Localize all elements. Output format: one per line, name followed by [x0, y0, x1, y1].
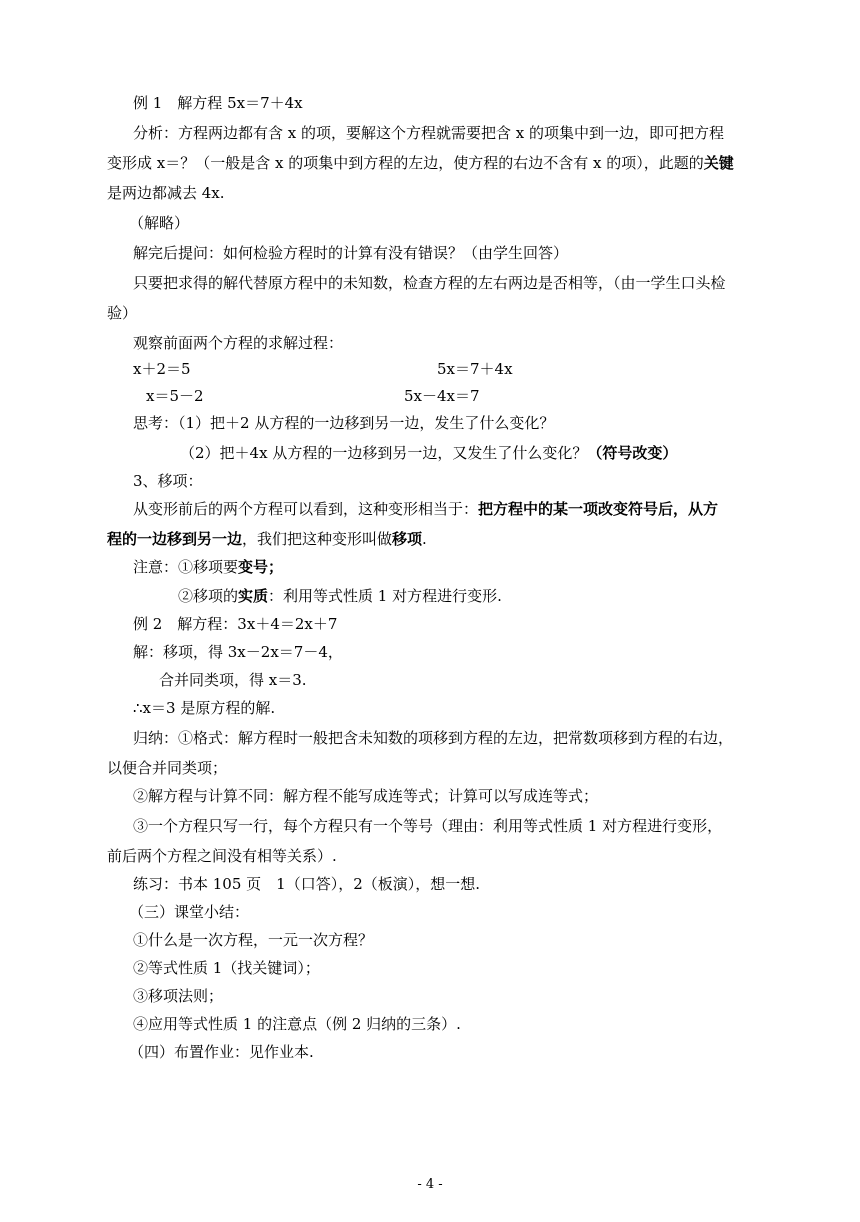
equation-right: 5x＝7＋4x — [437, 360, 513, 378]
text-line — [107, 529, 427, 549]
text-span: ②移项的 — [178, 587, 239, 605]
text-span: （2）把＋4x 从方程的一边移到另一边，又发生了什么变化？ — [180, 444, 588, 462]
bold-keyword: 移项 — [392, 530, 423, 548]
text-line: ③一个方程只写一行，每个方程只有一个等号（理由：利用等式性质 1 对方程进行变形， — [133, 817, 723, 835]
list-item: ②等式性质 1（找关键词）； — [133, 959, 320, 977]
text-line: 练习：书本 105 页 1（口答），2（板演），想一想. — [133, 875, 481, 893]
list-item: ③移项法则； — [133, 987, 224, 1005]
text-line: 以便合并同类项； — [107, 759, 228, 777]
text-line — [133, 557, 283, 577]
text-line: 验） — [107, 304, 138, 322]
text-line: ②解方程与计算不同：解方程不能写成连等式；计算可以写成连等式； — [133, 787, 599, 805]
page-number: - 4 - — [417, 1177, 443, 1192]
bold-keyword: 程的一边移到另一边 — [107, 530, 243, 548]
text-span: 注意：①移项要 — [133, 558, 239, 576]
text-line: 分析：方程两边都有含 x 的项，要解这个方程就需要把含 x 的项集中到一边，即可把方程 — [133, 124, 724, 142]
text-span: ：利用等式性质 1 对方程进行变形. — [268, 587, 502, 605]
text-line: （解略） — [129, 214, 190, 232]
text-span: 从变形前后的两个方程可以看到，这种变形相当于： — [133, 500, 479, 518]
text-span: 变形成 x＝？（一般是含 x 的项集中到方程的左边，使方程的右边不含有 x 的项），此题的 — [107, 154, 704, 172]
text-line: 是两边都减去 4x. — [107, 184, 225, 202]
bold-keyword: （符号改变） — [587, 444, 678, 462]
text-line: 前后两个方程之间没有相等关系）. — [107, 847, 337, 865]
bold-keyword: 实质 — [238, 587, 269, 605]
text-line: ∴x＝3 是原方程的解. — [133, 699, 276, 717]
text-line: 归纳：①格式：解方程时一般把含未知数的项移到方程的左边，把常数项移到方程的右边， — [133, 729, 734, 747]
text-line — [180, 443, 677, 463]
equation-right: 5x－4x＝7 — [404, 387, 480, 405]
equation-left: x＋2＝5 — [133, 360, 191, 378]
text-line: 观察前面两个方程的求解过程： — [133, 334, 344, 352]
bold-keyword: 变号； — [238, 558, 284, 576]
text-line — [133, 499, 718, 519]
bold-keyword: 关键 — [703, 154, 734, 172]
example-2-heading: 例 2 解方程：3x＋4＝2x＋7 — [133, 615, 338, 633]
text-line — [178, 586, 502, 606]
text-line: 解完后提问：如何检验方程时的计算有没有错误？（由学生回答） — [133, 244, 569, 262]
text-line: 思考：（1）把＋2 从方程的一边移到另一边，发生了什么变化？ — [133, 414, 555, 432]
list-item: ④应用等式性质 1 的注意点（例 2 归纳的三条）. — [133, 1015, 461, 1033]
text-span: . — [422, 530, 427, 548]
text-line — [107, 153, 734, 173]
section-heading: （四）布置作业：见作业本. — [129, 1043, 314, 1061]
section-heading: （三）课堂小结： — [129, 903, 250, 921]
example-1-heading: 例 1 解方程 5x＝7＋4x — [133, 94, 303, 112]
text-line: 合并同类项，得 x＝3. — [159, 671, 307, 689]
text-line: 只要把求得的解代替原方程中的未知数，检查方程的左右两边是否相等，（由一学生口头检 — [133, 274, 726, 292]
text-span: ，我们把这种变形叫做 — [242, 530, 393, 548]
bold-keyword: 把方程中的某一项改变符号后，从方 — [478, 500, 719, 518]
equation-left: x＝5－2 — [146, 387, 204, 405]
section-heading: 3、移项： — [133, 472, 203, 490]
text-line: 解：移项，得 3x－2x＝7－4， — [133, 643, 343, 661]
list-item: ①什么是一次方程，一元一次方程？ — [133, 931, 374, 949]
